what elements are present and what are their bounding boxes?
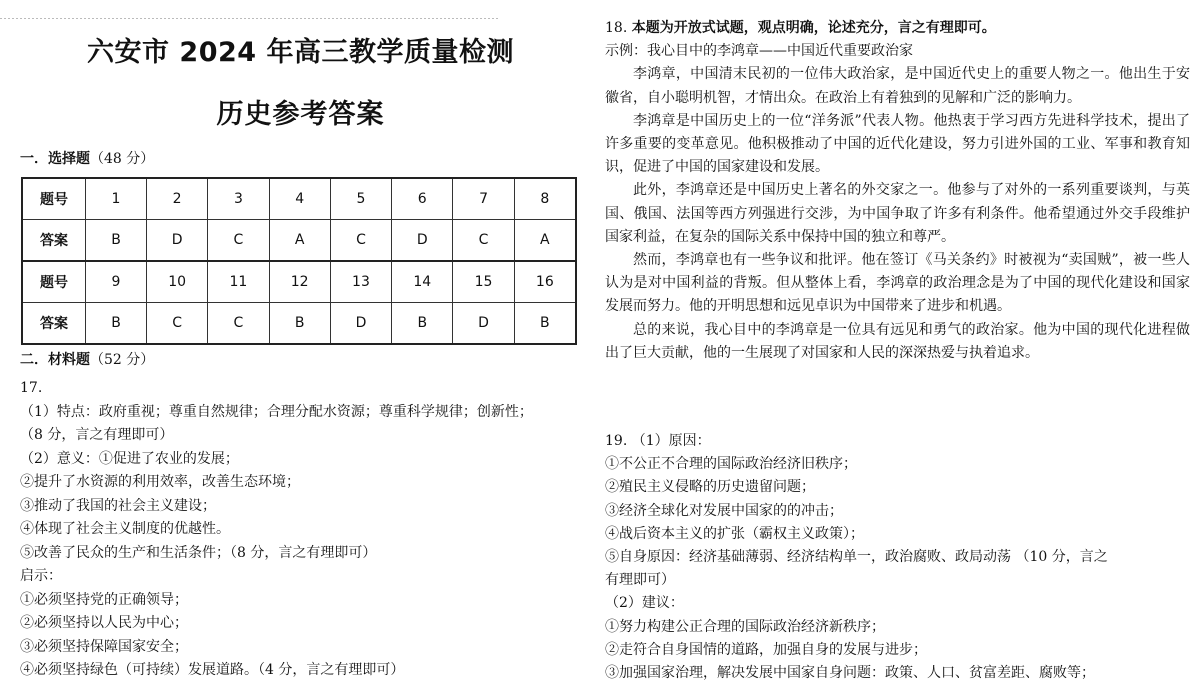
q18-heading: [605, 17, 1190, 40]
section-2-heading: [20, 349, 154, 369]
answer-cell: D: [453, 303, 514, 345]
q19-line: ②走符合自身国情的道路，加强自身的发展与进步；: [605, 641, 927, 658]
row-label-number: 题号: [22, 178, 86, 220]
q17-line: ③推动了我国的社会主义建设；: [20, 497, 216, 514]
q19-line: ①努力构建公正合理的国际政治经济新秩序；: [605, 618, 885, 635]
answer-cell: A: [269, 220, 330, 262]
answer-cell: C: [208, 220, 269, 262]
q17-line: ②提升了水资源的利用效率，改善生态环境；: [20, 474, 300, 490]
question-number: 10: [146, 261, 207, 303]
q19-line: ③加强国家治理，解决发展中国家自身问题：政策、人口、贫富差距、腐败等；: [605, 665, 1095, 682]
answer-cell: D: [330, 303, 391, 345]
question-number: 5: [330, 178, 391, 220]
section-2-title: 二．材料题: [20, 352, 90, 368]
q19-line: ①不公正不合理的国际政治经济旧秩序；: [605, 456, 857, 473]
table-row: [22, 261, 576, 303]
answer-cell: C: [146, 303, 207, 345]
left-column: [18, 0, 583, 688]
question-number: 16: [514, 261, 576, 303]
question-number: 15: [453, 261, 514, 303]
answer-cell: B: [86, 303, 147, 345]
q19-line: ④战后资本主义的扩张（霸权主义政策）；: [605, 525, 864, 542]
question-number: 12: [269, 261, 330, 303]
q19-line: ⑤自身原因：经济基础薄弱、经济结构单一，政治腐败、政局动荡 （10 分，言之: [605, 549, 1108, 566]
q19-line: ③经济全球化对发展中国家的的冲击；: [605, 502, 843, 519]
question-number: 6: [392, 178, 453, 220]
q17-line: 启示：: [20, 568, 62, 584]
question-number: 2: [146, 178, 207, 220]
right-column: [605, 0, 1190, 688]
q18-answer: [605, 17, 1190, 365]
q18-example: 示例：我心目中的李鸿章——中国近代重要政治家: [605, 43, 913, 60]
q17-answer: [20, 377, 533, 683]
answer-cell: C: [208, 303, 269, 345]
q19-line: 19. （1）原因：: [605, 433, 711, 449]
q18-number: 18.: [605, 20, 628, 36]
page-title: 六安市 2024 年高三教学质量检测: [87, 37, 514, 68]
section-1-title: 一．选择题: [20, 151, 90, 167]
question-number: 4: [269, 178, 330, 220]
answer-cell: B: [392, 303, 453, 345]
row-label-number: 题号: [22, 261, 86, 303]
table-row: [22, 178, 576, 220]
answer-cell: B: [514, 303, 576, 345]
question-number: 14: [392, 261, 453, 303]
q17-line: ③必须坚持保障国家安全；: [20, 638, 188, 655]
q17-line: （1）特点：政府重视；尊重自然规律；合理分配水资源；尊重科学规律；创新性；: [20, 403, 533, 420]
q19-line: ②殖民主义侵略的历史遗留问题；: [605, 479, 815, 496]
q19-line: （2）建议：: [605, 595, 684, 612]
q18-paragraph: 李鸿章是中国历史上的一位“洋务派”代表人物。他热衷于学习西方先进科学技术，提出了许多重要的变革意见。他积极推动了中国的近代化建设，努力引进外国的工业、军事和教育知识，促进了中国的国家建设和发展。: [605, 112, 1190, 176]
q19-line: 有理即可）: [605, 572, 675, 589]
q18-paragraph: 然而，李鸿章也有一些争议和批评。他在签订《马关条约》时被视为“卖国贼”，被一些人认为是对中国利益的背叛。但从整体上看，李鸿章的政治理念是为了中国的现代化建设和国家发展而努力。他的开明思想和远见卓识为中国带来了进步和机遇。: [605, 252, 1190, 315]
q18-paragraph: 李鸿章，中国清末民初的一位伟大政治家，是中国近代史上的重要人物之一。他出生于安徽省，自小聪明机智，才情出众。在政治上有着独到的见解和广泛的影响力。: [605, 66, 1190, 106]
question-number: 9: [86, 261, 147, 303]
q18-paragraph: 此外，李鸿章还是中国历史上著名的外交家之一。他参与了对外的一系列重要谈判，与英国、俄国、法国等西方列强进行交涉，为中国争取了许多有利条件。他希望通过外交手段维护国家利益，在复杂的国际关系中保持中国的独立和尊严。: [605, 182, 1190, 245]
q17-line: （2）意义：①促进了农业的发展；: [20, 450, 239, 467]
question-number: 13: [330, 261, 391, 303]
answer-cell: B: [269, 303, 330, 345]
q17-line: ②必须坚持以人民为中心；: [20, 615, 188, 631]
q17-line: ④体现了社会主义制度的优越性。: [20, 521, 230, 537]
scan-edge-divider: [0, 18, 500, 19]
answer-cell: D: [146, 220, 207, 262]
section-1-heading: [20, 148, 154, 168]
answer-cell: B: [86, 220, 147, 262]
answer-table: [21, 177, 577, 345]
q19-answer: [605, 430, 1190, 685]
q17-line: （8 分，言之有理即可）: [20, 427, 174, 443]
answer-cell: C: [330, 220, 391, 262]
question-number: 3: [208, 178, 269, 220]
question-number: 1: [86, 178, 147, 220]
page-subtitle: 历史参考答案: [216, 99, 385, 130]
answer-cell: C: [453, 220, 514, 262]
q17-line: 17.: [20, 380, 43, 396]
row-label-answer: 答案: [22, 220, 86, 262]
answer-cell: D: [392, 220, 453, 262]
table-row: [22, 220, 576, 262]
section-2-score: （52 分）: [90, 352, 155, 368]
answer-cell: A: [514, 220, 576, 262]
q17-line: ①必须坚持党的正确领导；: [20, 591, 188, 608]
q17-line: ④必须坚持绿色（可持续）发展道路。（4 分，言之有理即可）: [20, 662, 405, 678]
q18-paragraph: 总的来说，我心目中的李鸿章是一位具有远见和勇气的政治家。他为中国的现代化进程做出了巨大贡献，他的一生展现了对国家和人民的深深热爱与执着追求。: [605, 321, 1190, 361]
table-row: [22, 303, 576, 345]
row-label-answer: 答案: [22, 303, 86, 345]
question-number: 8: [514, 178, 576, 220]
section-1-score: （48 分）: [90, 151, 155, 167]
q17-line: ⑤改善了民众的生产和生活条件；（8 分，言之有理即可）: [20, 544, 377, 561]
q18-instruction: 本题为开放式试题，观点明确，论述充分，言之有理即可。: [631, 20, 996, 36]
question-number: 11: [208, 261, 269, 303]
question-number: 7: [453, 178, 514, 220]
